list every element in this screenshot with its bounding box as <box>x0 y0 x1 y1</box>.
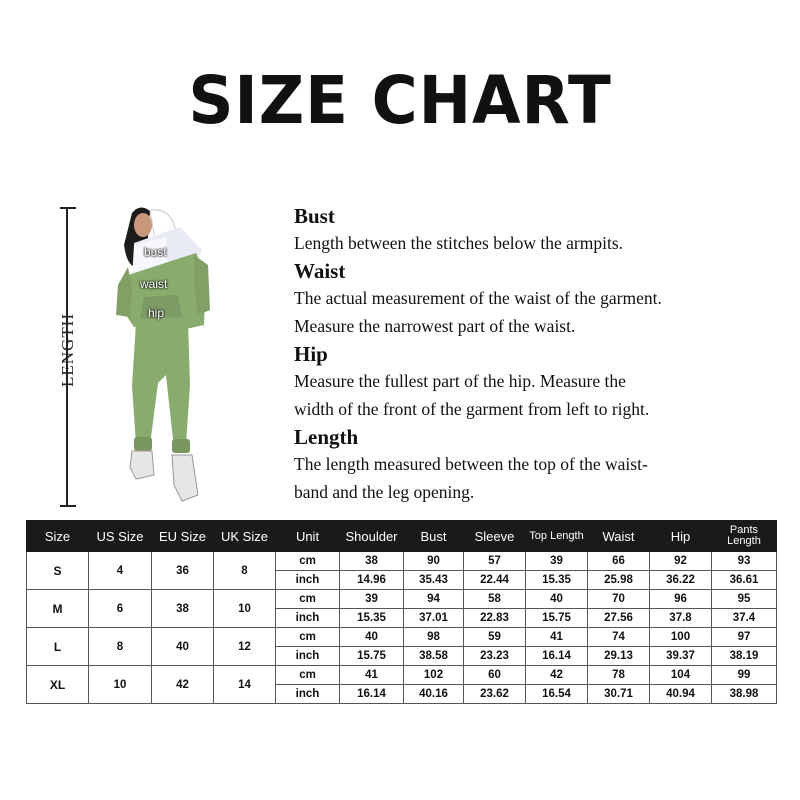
desc-heading: Hip <box>294 341 328 366</box>
unit-cell: inch <box>276 571 340 590</box>
desc-waist <box>294 258 794 341</box>
size-cell: M <box>27 590 89 628</box>
value-cell: 22.83 <box>464 609 526 628</box>
size-cell: L <box>27 628 89 666</box>
value-cell: 15.35 <box>526 571 588 590</box>
value-cell: 41 <box>526 628 588 647</box>
size-table <box>26 520 777 704</box>
uk-size-cell: 12 <box>214 628 276 666</box>
value-cell: 39 <box>340 590 404 609</box>
value-cell: 29.13 <box>588 647 650 666</box>
value-cell: 23.23 <box>464 647 526 666</box>
value-cell: 30.71 <box>588 685 650 704</box>
uk-size-cell: 8 <box>214 552 276 590</box>
desc-hip <box>294 341 794 424</box>
value-cell: 36.61 <box>712 571 777 590</box>
value-cell: 38.58 <box>404 647 464 666</box>
value-cell: 41 <box>340 666 404 685</box>
header-cell: Top Length <box>526 521 588 552</box>
us-size-cell: 8 <box>89 628 152 666</box>
unit-cell: cm <box>276 628 340 647</box>
model-figure-image <box>110 205 230 510</box>
value-cell: 92 <box>650 552 712 571</box>
value-cell: 25.98 <box>588 571 650 590</box>
value-cell: 37.8 <box>650 609 712 628</box>
desc-line: The actual measurement of the waist of the garment. <box>294 287 662 308</box>
header-cell: Size <box>27 521 89 552</box>
desc-line: width of the front of the garment from left to right. <box>294 399 650 419</box>
value-cell: 39.37 <box>650 647 712 666</box>
value-cell: 15.75 <box>526 609 588 628</box>
value-cell: 38.19 <box>712 647 777 666</box>
value-cell: 38.98 <box>712 685 777 704</box>
header-cell: Hip <box>650 521 712 552</box>
us-size-cell: 4 <box>89 552 152 590</box>
desc-heading: Waist <box>294 258 346 283</box>
desc-line: Measure the narrowest part of the waist. <box>294 316 576 336</box>
desc-line: band and the leg opening. <box>294 482 475 502</box>
size-cell: S <box>27 552 89 590</box>
measurement-descriptions <box>294 203 794 507</box>
desc-heading: Length <box>294 424 359 449</box>
value-cell: 40.16 <box>404 685 464 704</box>
desc-line: Length between the stitches below the armpits. <box>294 233 624 253</box>
value-cell: 14.96 <box>340 571 404 590</box>
table-body <box>27 552 777 704</box>
value-cell: 96 <box>650 590 712 609</box>
eu-size-cell: 40 <box>152 628 214 666</box>
value-cell: 15.35 <box>340 609 404 628</box>
unit-cell: inch <box>276 609 340 628</box>
uk-size-cell: 10 <box>214 590 276 628</box>
value-cell: 22.44 <box>464 571 526 590</box>
header-cell: US Size <box>89 521 152 552</box>
desc-heading: Bust <box>294 204 335 228</box>
us-size-cell: 6 <box>89 590 152 628</box>
value-cell: 38 <box>340 552 404 571</box>
unit-cell: cm <box>276 666 340 685</box>
value-cell: 37.01 <box>404 609 464 628</box>
value-cell: 100 <box>650 628 712 647</box>
value-cell: 93 <box>712 552 777 571</box>
header-cell: Waist <box>588 521 650 552</box>
eu-size-cell: 42 <box>152 666 214 704</box>
page-title: SIZE CHART <box>188 62 612 139</box>
value-cell: 57 <box>464 552 526 571</box>
desc-length <box>294 424 794 507</box>
value-cell: 35.43 <box>404 571 464 590</box>
value-cell: 102 <box>404 666 464 685</box>
value-cell: 23.62 <box>464 685 526 704</box>
value-cell: 16.54 <box>526 685 588 704</box>
figure-label-hip: hip <box>148 306 165 320</box>
value-cell: 42 <box>526 666 588 685</box>
header-cell: UK Size <box>214 521 276 552</box>
value-cell: 90 <box>404 552 464 571</box>
header-cell: Sleeve <box>464 521 526 552</box>
eu-size-cell: 36 <box>152 552 214 590</box>
header-cell: Bust <box>404 521 464 552</box>
value-cell: 78 <box>588 666 650 685</box>
table-row <box>27 666 777 685</box>
eu-size-cell: 38 <box>152 590 214 628</box>
value-cell: 58 <box>464 590 526 609</box>
value-cell: 99 <box>712 666 777 685</box>
figure-label-waist: waist <box>140 277 168 291</box>
table-header-row <box>27 521 777 552</box>
desc-bust <box>294 203 794 258</box>
value-cell: 36.22 <box>650 571 712 590</box>
value-cell: 74 <box>588 628 650 647</box>
value-cell: 16.14 <box>526 647 588 666</box>
value-cell: 27.56 <box>588 609 650 628</box>
unit-cell: cm <box>276 590 340 609</box>
value-cell: 39 <box>526 552 588 571</box>
value-cell: 59 <box>464 628 526 647</box>
figure-label-bust: bust <box>144 245 167 259</box>
length-label: LENGTH <box>58 313 77 387</box>
header-cell: Pants Length <box>712 521 777 552</box>
header-cell: Shoulder <box>340 521 404 552</box>
value-cell: 95 <box>712 590 777 609</box>
unit-cell: inch <box>276 685 340 704</box>
value-cell: 104 <box>650 666 712 685</box>
size-cell: XL <box>27 666 89 704</box>
table-row <box>27 628 777 647</box>
us-size-cell: 10 <box>89 666 152 704</box>
desc-line: The length measured between the top of the waist- <box>294 453 648 474</box>
value-cell: 16.14 <box>340 685 404 704</box>
value-cell: 66 <box>588 552 650 571</box>
unit-cell: cm <box>276 552 340 571</box>
value-cell: 98 <box>404 628 464 647</box>
value-cell: 97 <box>712 628 777 647</box>
value-cell: 40.94 <box>650 685 712 704</box>
value-cell: 15.75 <box>340 647 404 666</box>
header-cell: Unit <box>276 521 340 552</box>
value-cell: 94 <box>404 590 464 609</box>
value-cell: 37.4 <box>712 609 777 628</box>
uk-size-cell: 14 <box>214 666 276 704</box>
header-cell: EU Size <box>152 521 214 552</box>
table-row <box>27 590 777 609</box>
desc-line: Measure the fullest part of the hip. Measure the <box>294 370 626 391</box>
value-cell: 40 <box>340 628 404 647</box>
value-cell: 60 <box>464 666 526 685</box>
table-row <box>27 552 777 571</box>
value-cell: 40 <box>526 590 588 609</box>
value-cell: 70 <box>588 590 650 609</box>
unit-cell: inch <box>276 647 340 666</box>
